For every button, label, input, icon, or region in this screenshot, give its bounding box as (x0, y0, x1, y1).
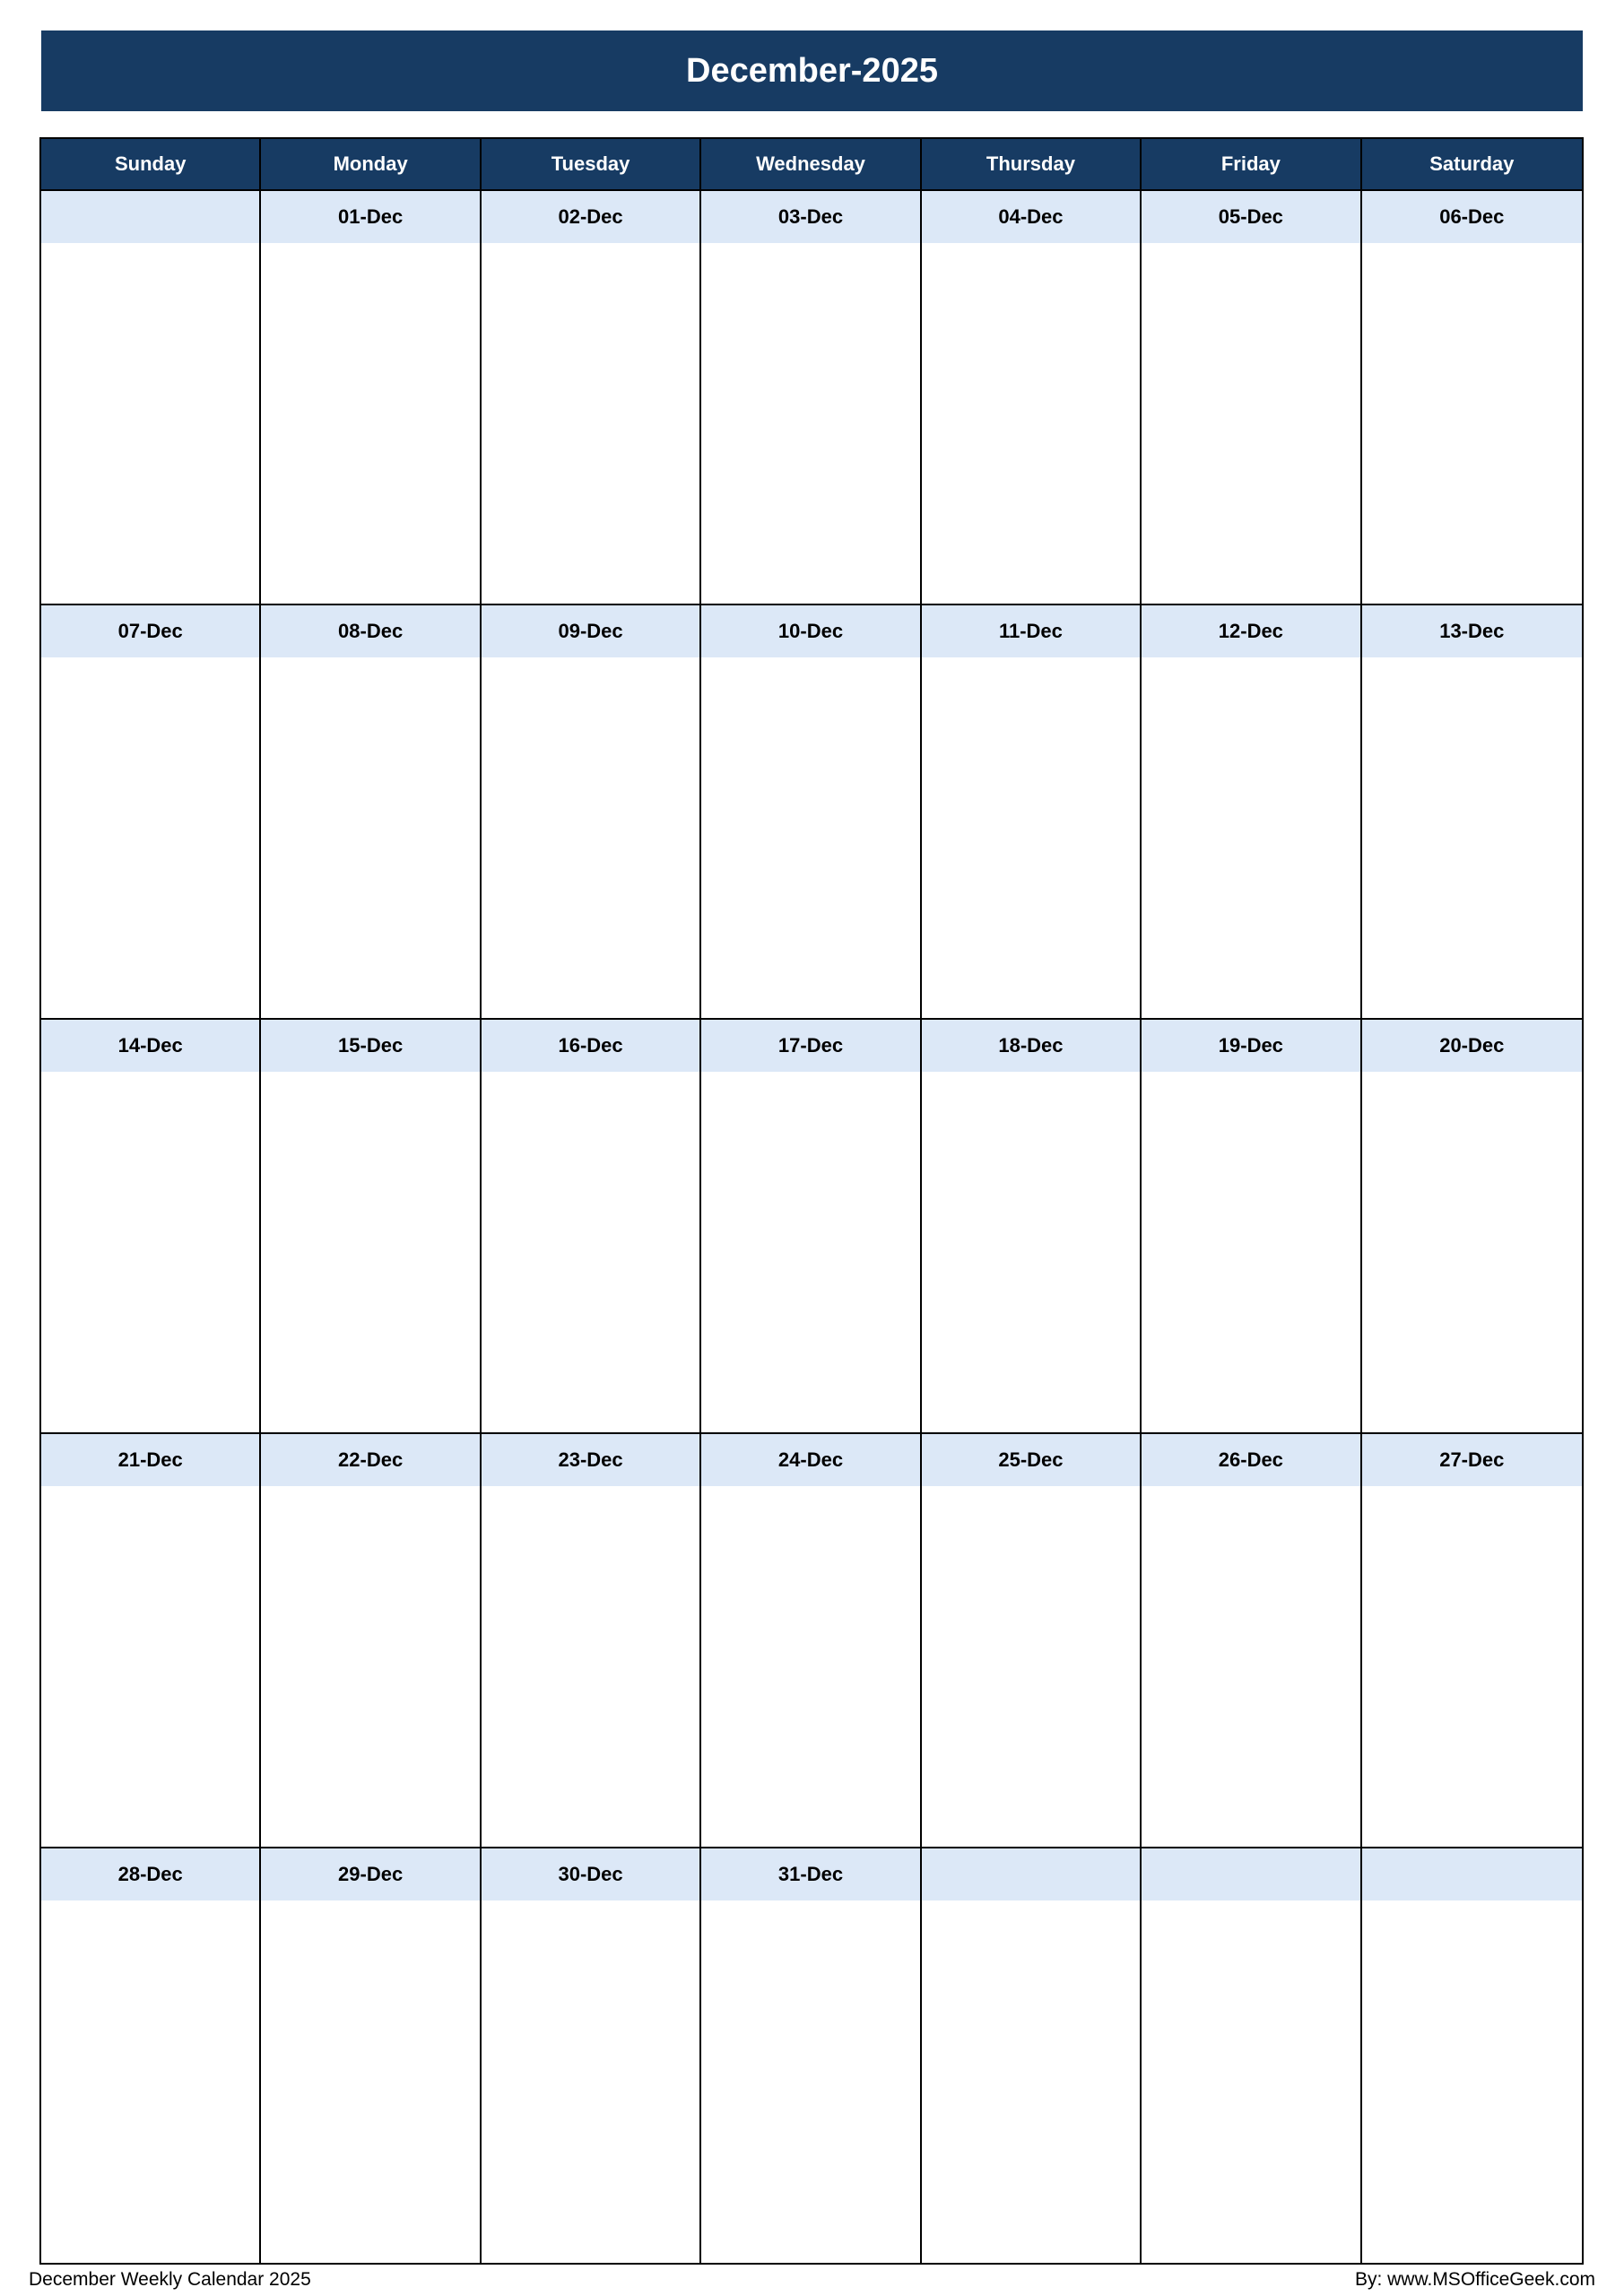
date-label: 02-Dec (482, 191, 699, 243)
day-header-tuesday: Tuesday (482, 139, 701, 191)
footer-title: December Weekly Calendar 2025 (29, 2269, 311, 2290)
day-header-sunday: Sunday (41, 139, 261, 191)
date-label: 26-Dec (1142, 1434, 1359, 1486)
day-cell[interactable] (1142, 191, 1361, 605)
date-label: 13-Dec (1362, 605, 1582, 657)
note-area[interactable] (261, 243, 479, 604)
date-label: 18-Dec (922, 1020, 1140, 1072)
note-area[interactable] (41, 1486, 259, 1847)
note-area[interactable] (701, 243, 919, 604)
day-cell[interactable] (1362, 1020, 1582, 1434)
date-label: 27-Dec (1362, 1434, 1582, 1486)
day-cell[interactable] (261, 1434, 481, 1848)
note-area[interactable] (701, 657, 919, 1018)
date-label: 07-Dec (41, 605, 259, 657)
date-label: 30-Dec (482, 1848, 699, 1900)
date-label: 14-Dec (41, 1020, 259, 1072)
day-cell[interactable] (482, 605, 701, 1020)
note-area[interactable] (1142, 1900, 1359, 2263)
day-cell[interactable] (1142, 1434, 1361, 1848)
day-cell[interactable] (261, 1848, 481, 2263)
date-label: 25-Dec (922, 1434, 1140, 1486)
note-area[interactable] (41, 657, 259, 1018)
date-label: 05-Dec (1142, 191, 1359, 243)
date-label: 28-Dec (41, 1848, 259, 1900)
date-label: 19-Dec (1142, 1020, 1359, 1072)
day-cell[interactable] (482, 1020, 701, 1434)
date-label: 16-Dec (482, 1020, 699, 1072)
day-cell[interactable] (482, 1848, 701, 2263)
calendar-grid (39, 137, 1584, 2265)
date-label: 15-Dec (261, 1020, 479, 1072)
note-area[interactable] (41, 243, 259, 604)
note-area[interactable] (922, 1900, 1140, 2263)
day-cell[interactable] (41, 605, 261, 1020)
note-area[interactable] (482, 1900, 699, 2263)
day-cell[interactable] (261, 191, 481, 605)
date-label: 11-Dec (922, 605, 1140, 657)
note-area[interactable] (41, 1072, 259, 1432)
note-area[interactable] (1142, 1072, 1359, 1432)
day-header-wednesday: Wednesday (701, 139, 921, 191)
day-cell[interactable] (482, 191, 701, 605)
date-label: 22-Dec (261, 1434, 479, 1486)
day-cell[interactable] (922, 1848, 1142, 2263)
note-area[interactable] (1142, 657, 1359, 1018)
date-label: 01-Dec (261, 191, 479, 243)
date-label: 09-Dec (482, 605, 699, 657)
day-header-saturday: Saturday (1362, 139, 1582, 191)
note-area[interactable] (1362, 1486, 1582, 1847)
date-label: 29-Dec (261, 1848, 479, 1900)
day-cell[interactable] (1142, 605, 1361, 1020)
date-label (1142, 1848, 1359, 1900)
day-header-thursday: Thursday (922, 139, 1142, 191)
note-area[interactable] (922, 1072, 1140, 1432)
note-area[interactable] (922, 243, 1140, 604)
note-area[interactable] (1362, 243, 1582, 604)
note-area[interactable] (701, 1486, 919, 1847)
date-label: 03-Dec (701, 191, 919, 243)
date-label: 06-Dec (1362, 191, 1582, 243)
date-label: 17-Dec (701, 1020, 919, 1072)
calendar-title: December-2025 (41, 30, 1583, 111)
day-cell[interactable] (922, 1434, 1142, 1848)
day-cell[interactable] (261, 1020, 481, 1434)
note-area[interactable] (1142, 243, 1359, 604)
note-area[interactable] (922, 657, 1140, 1018)
note-area[interactable] (1362, 1900, 1582, 2263)
date-label (1362, 1848, 1582, 1900)
date-label: 23-Dec (482, 1434, 699, 1486)
day-cell[interactable] (261, 605, 481, 1020)
date-label: 24-Dec (701, 1434, 919, 1486)
note-area[interactable] (41, 1900, 259, 2263)
day-cell[interactable] (701, 605, 921, 1020)
note-area[interactable] (1362, 1072, 1582, 1432)
date-label: 21-Dec (41, 1434, 259, 1486)
note-area[interactable] (701, 1900, 919, 2263)
day-header-friday: Friday (1142, 139, 1361, 191)
day-cell[interactable] (1362, 1848, 1582, 2263)
date-label: 10-Dec (701, 605, 919, 657)
day-cell[interactable] (41, 1848, 261, 2263)
day-cell[interactable] (41, 191, 261, 605)
day-cell[interactable] (1142, 1848, 1361, 2263)
day-cell[interactable] (1362, 191, 1582, 605)
note-area[interactable] (261, 1900, 479, 2263)
note-area[interactable] (261, 657, 479, 1018)
day-cell[interactable] (41, 1020, 261, 1434)
note-area[interactable] (1362, 657, 1582, 1018)
day-cell[interactable] (1362, 605, 1582, 1020)
date-label: 08-Dec (261, 605, 479, 657)
note-area[interactable] (261, 1072, 479, 1432)
date-label: 12-Dec (1142, 605, 1359, 657)
note-area[interactable] (701, 1072, 919, 1432)
day-cell[interactable] (701, 1434, 921, 1848)
date-label: 20-Dec (1362, 1020, 1582, 1072)
date-label: 31-Dec (701, 1848, 919, 1900)
note-area[interactable] (922, 1486, 1140, 1847)
day-cell[interactable] (41, 1434, 261, 1848)
note-area[interactable] (482, 657, 699, 1018)
date-label (41, 191, 259, 243)
date-label: 04-Dec (922, 191, 1140, 243)
day-cell[interactable] (1142, 1020, 1361, 1434)
day-cell[interactable] (922, 1020, 1142, 1434)
day-cell[interactable] (1362, 1434, 1582, 1848)
note-area[interactable] (482, 243, 699, 604)
day-cell[interactable] (701, 1020, 921, 1434)
note-area[interactable] (482, 1486, 699, 1847)
note-area[interactable] (482, 1072, 699, 1432)
date-label (922, 1848, 1140, 1900)
day-header-monday: Monday (261, 139, 481, 191)
footer-credit: By: www.MSOfficeGeek.com (1354, 2269, 1595, 2290)
day-cell[interactable] (922, 191, 1142, 605)
note-area[interactable] (1142, 1486, 1359, 1847)
day-cell[interactable] (701, 1848, 921, 2263)
note-area[interactable] (261, 1486, 479, 1847)
day-cell[interactable] (922, 605, 1142, 1020)
day-cell[interactable] (701, 191, 921, 605)
day-cell[interactable] (482, 1434, 701, 1848)
